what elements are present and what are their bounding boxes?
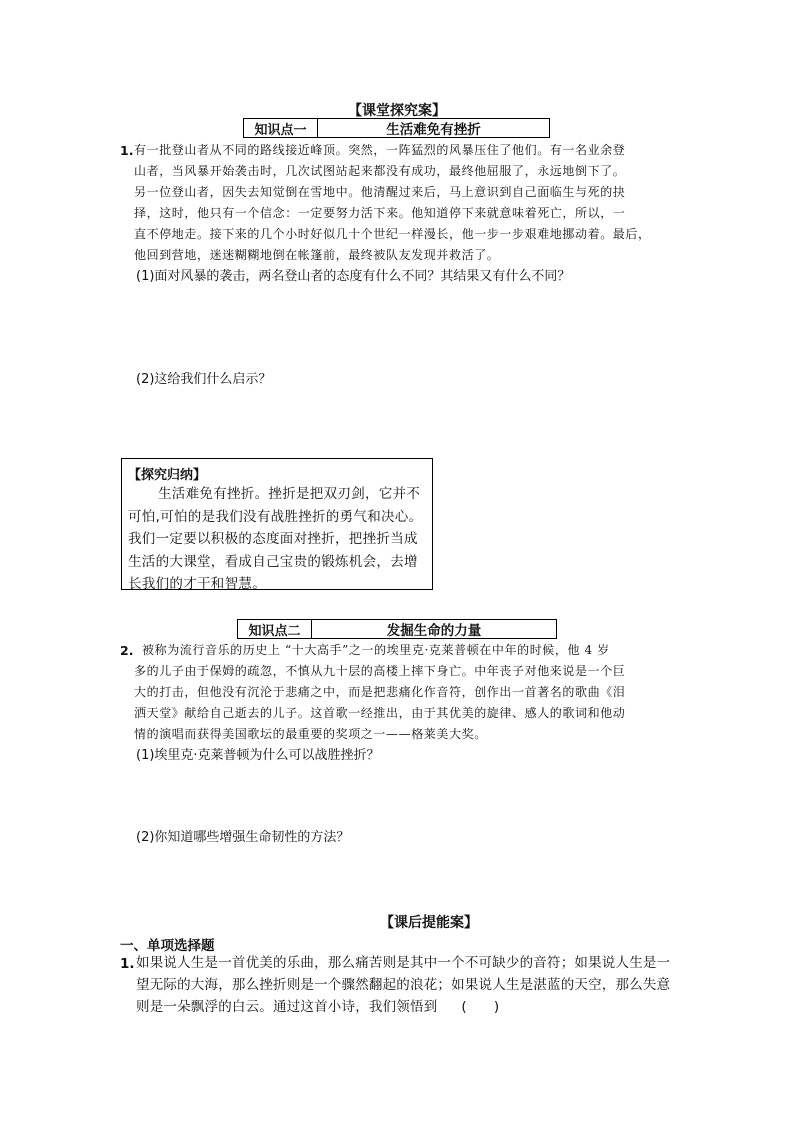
- after-section-title: 【课后提能案】: [380, 915, 478, 931]
- choice-q1-number: 1.: [120, 956, 135, 972]
- q1-line: 有一批登山者从不同的路线接近峰顶。突然，一阵猛烈的风暴压住了他们。有一名业余登: [134, 143, 626, 157]
- kp1-name: 生活难免有挫折: [386, 122, 481, 138]
- q2-number: 2.: [120, 643, 134, 658]
- choice-q1-text: [136, 952, 681, 1018]
- q1-passage: [134, 140, 679, 266]
- q2-line: 洒天堂》献给自己逝去的儿子。这首歌一经推出，由于其优美的旋律、感人的歌词和他动: [134, 706, 626, 720]
- q1-number: 1.: [120, 143, 134, 158]
- knowledge-point-1-table: [243, 118, 550, 138]
- q1-line: 山者，当风暴开始袭击时，几次试图站起来都没有成功，最终他屈服了，永远地倒下了。: [134, 164, 626, 178]
- q1-subquestion-2: (2)这给我们什么启示？: [136, 372, 272, 387]
- choice-q1-line: 如果说人生是一首优美的乐曲，那么痛苦则是其中一个不可缺少的音符；如果说人生是一: [136, 955, 671, 971]
- q2-line: 情的演唱而获得美国歌坛的最重要的奖项之一——格莱美大奖。: [134, 727, 487, 741]
- summary-line: 可怕,可怕的是我们没有战胜挫折的勇气和决心。: [128, 508, 423, 525]
- q2-line: 被称为流行音乐的历史上 “十大高手”之一的埃里克·克莱普顿在中年的时候，他 4 岁: [142, 643, 610, 657]
- q1-line: 他回到营地，迷迷糊糊地倒在帐篷前，最终被队友发现并救活了。: [134, 248, 500, 262]
- kp2-label: 知识点二: [238, 620, 312, 638]
- summary-line: 我们一定要以积极的态度面对挫折，把挫折当成: [128, 531, 418, 547]
- summary-box: [121, 458, 433, 590]
- choice-q1-line: [136, 996, 681, 1018]
- q1-line: 直不停地走。接下来的几个小时好似几十个世纪一样漫长，他一步一步艰难地挪动着。最后，: [134, 227, 651, 241]
- knowledge-point-2-table: [237, 619, 557, 639]
- summary-title: 【探究归纳】: [128, 468, 207, 483]
- single-choice-heading: 一、单项选择题: [120, 938, 215, 954]
- kp2-name: 发掘生命的力量: [386, 623, 482, 639]
- explore-section-title: 【课堂探究案】: [348, 103, 446, 119]
- q2-passage: [134, 640, 679, 745]
- q1-subquestion-1: (1)面对风暴的袭击，两名登山者的态度有什么不同？其结果又有什么不同？: [136, 269, 571, 284]
- summary-line: 生活难免有挫折。挫折是把双刃剑，它并不: [158, 486, 421, 502]
- q2-subquestion-2: (2)你知道哪些增强生命韧性的方法？: [136, 830, 350, 845]
- q2-line: 大的打击，但他没有沉沦于悲痛之中，而是把悲痛化作音符，创作出一首著名的歌曲《泪: [134, 685, 626, 699]
- kp1-label: 知识点一: [244, 119, 318, 137]
- summary-line: 长我们的才干和智慧。: [128, 576, 266, 592]
- answer-blank[interactable]: ( ): [461, 999, 500, 1015]
- choice-q1-line: 望无际的大海，那么挫折则是一个骤然翻起的浪花；如果说人生是湛蓝的天空，那么失意: [136, 977, 671, 993]
- choice-q1-last-line: 则是一朵飘浮的白云。通过这首小诗，我们领悟到: [136, 999, 438, 1015]
- summary-text: [128, 483, 428, 596]
- q2-subquestion-1: (1)埃里克·克莱普顿为什么可以战胜挫折？: [136, 748, 380, 763]
- q1-line: 择，这时，他只有一个信念：一定要努力活下来。他知道停下来就意味着死亡，所以，一: [134, 206, 626, 220]
- q1-line: 另一位登山者，因失去知觉倒在雪地中。他清醒过来后，马上意识到自己面临生与死的抉: [134, 185, 626, 199]
- summary-line: 生活的大课堂，看成自己宝贵的锻炼机会，去增: [128, 553, 418, 570]
- q2-line: 多的儿子由于保姆的疏忽，不慎从九十层的高楼上摔下身亡。中年丧子对他来说是一个巨: [134, 664, 626, 678]
